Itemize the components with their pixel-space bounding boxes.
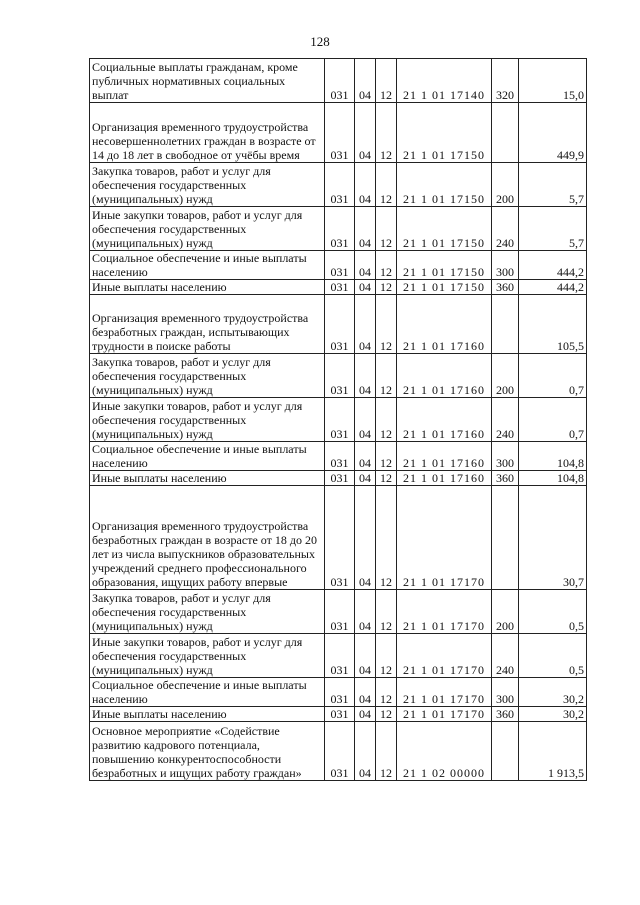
expense-type-code: 240 [492, 207, 519, 251]
table-row [90, 722, 587, 781]
subsection-code: 12 [376, 471, 397, 486]
amount-value: 5,7 [519, 163, 587, 207]
ministry-code: 031 [325, 471, 355, 486]
amount-value: 30,7 [519, 486, 587, 590]
table-row [90, 442, 587, 471]
table-row [90, 163, 587, 207]
row-name: Социальные выплаты гражданам, кроме публичных нормативных социальных выплат [90, 59, 325, 103]
ministry-code: 031 [325, 634, 355, 678]
expense-type-code: 320 [492, 59, 519, 103]
section-code: 04 [355, 163, 376, 207]
table-row [90, 251, 587, 280]
amount-value: 0,5 [519, 634, 587, 678]
table-row [90, 590, 587, 634]
row-name: Социальное обеспечение и иные выплаты населению [90, 678, 325, 707]
target-article-code: 21 1 01 17170 [397, 486, 492, 590]
target-article-code: 21 1 01 17160 [397, 354, 492, 398]
target-article-code: 21 1 01 17160 [397, 471, 492, 486]
table-row [90, 280, 587, 295]
subsection-code: 12 [376, 251, 397, 280]
amount-value: 444,2 [519, 280, 587, 295]
budget-table [89, 58, 587, 781]
section-code: 04 [355, 486, 376, 590]
ministry-code: 031 [325, 354, 355, 398]
target-article-code: 21 1 01 17150 [397, 207, 492, 251]
section-code: 04 [355, 280, 376, 295]
subsection-code: 12 [376, 103, 397, 163]
target-article-code: 21 1 01 17140 [397, 59, 492, 103]
section-code: 04 [355, 590, 376, 634]
row-name: Основное мероприятие «Содействие развитию кадрового потенциала, повышению конкурентоспособности безработных и ищущих работу граждан» [90, 722, 325, 781]
ministry-code: 031 [325, 207, 355, 251]
target-article-code: 21 1 01 17160 [397, 295, 492, 354]
target-article-code: 21 1 01 17150 [397, 163, 492, 207]
ministry-code: 031 [325, 163, 355, 207]
section-code: 04 [355, 207, 376, 251]
expense-type-code [492, 722, 519, 781]
ministry-code: 031 [325, 295, 355, 354]
subsection-code: 12 [376, 442, 397, 471]
table-row [90, 103, 587, 163]
table-body [90, 59, 587, 781]
page-number: 128 [310, 34, 330, 49]
amount-value: 5,7 [519, 207, 587, 251]
target-article-code: 21 1 01 17170 [397, 707, 492, 722]
expense-type-code: 300 [492, 442, 519, 471]
section-code: 04 [355, 442, 376, 471]
amount-value: 449,9 [519, 103, 587, 163]
ministry-code: 031 [325, 59, 355, 103]
amount-value: 30,2 [519, 678, 587, 707]
ministry-code: 031 [325, 398, 355, 442]
ministry-code: 031 [325, 707, 355, 722]
subsection-code: 12 [376, 707, 397, 722]
row-name: Организация временного трудоустройства несовершеннолетних граждан в возрасте от 14 до 18 лет в свободное от учёбы время [90, 103, 325, 163]
subsection-code: 12 [376, 295, 397, 354]
subsection-code: 12 [376, 207, 397, 251]
row-name: Организация временного трудоустройства безработных граждан в возрасте от 18 до 20 лет из числа выпускников образовательных учреждений среднего профессионального образования, ищущих работу впервые [90, 486, 325, 590]
target-article-code: 21 1 01 17150 [397, 280, 492, 295]
section-code: 04 [355, 354, 376, 398]
target-article-code: 21 1 01 17150 [397, 251, 492, 280]
subsection-code: 12 [376, 59, 397, 103]
amount-value: 105,5 [519, 295, 587, 354]
amount-value: 1 913,5 [519, 722, 587, 781]
row-name: Социальное обеспечение и иные выплаты населению [90, 251, 325, 280]
row-name: Организация временного трудоустройства безработных граждан, испытывающих трудности в поиске работы [90, 295, 325, 354]
amount-value: 104,8 [519, 471, 587, 486]
ministry-code: 031 [325, 103, 355, 163]
table-row [90, 471, 587, 486]
row-name: Закупка товаров, работ и услуг для обеспечения государственных (муниципальных) нужд [90, 354, 325, 398]
amount-value: 444,2 [519, 251, 587, 280]
subsection-code: 12 [376, 163, 397, 207]
ministry-code: 031 [325, 251, 355, 280]
table-row [90, 678, 587, 707]
subsection-code: 12 [376, 398, 397, 442]
table-row [90, 486, 587, 590]
row-name: Иные выплаты населению [90, 707, 325, 722]
section-code: 04 [355, 722, 376, 781]
subsection-code: 12 [376, 678, 397, 707]
subsection-code: 12 [376, 354, 397, 398]
row-name: Иные выплаты населению [90, 280, 325, 295]
table-row [90, 207, 587, 251]
expense-type-code: 240 [492, 634, 519, 678]
section-code: 04 [355, 398, 376, 442]
table-row [90, 59, 587, 103]
expense-type-code [492, 103, 519, 163]
section-code: 04 [355, 707, 376, 722]
expense-type-code: 200 [492, 163, 519, 207]
target-article-code: 21 1 01 17170 [397, 634, 492, 678]
section-code: 04 [355, 251, 376, 280]
target-article-code: 21 1 01 17160 [397, 398, 492, 442]
expense-type-code [492, 486, 519, 590]
target-article-code: 21 1 01 17170 [397, 678, 492, 707]
table-row [90, 354, 587, 398]
ministry-code: 031 [325, 678, 355, 707]
expense-type-code: 200 [492, 590, 519, 634]
amount-value: 0,7 [519, 354, 587, 398]
ministry-code: 031 [325, 486, 355, 590]
section-code: 04 [355, 678, 376, 707]
ministry-code: 031 [325, 722, 355, 781]
table-row [90, 398, 587, 442]
row-name: Иные закупки товаров, работ и услуг для обеспечения государственных (муниципальных) нужд [90, 207, 325, 251]
table-row [90, 295, 587, 354]
section-code: 04 [355, 59, 376, 103]
target-article-code: 21 1 01 17160 [397, 442, 492, 471]
row-name: Закупка товаров, работ и услуг для обеспечения государственных (муниципальных) нужд [90, 590, 325, 634]
row-name: Социальное обеспечение и иные выплаты населению [90, 442, 325, 471]
target-article-code: 21 1 01 17170 [397, 590, 492, 634]
subsection-code: 12 [376, 590, 397, 634]
target-article-code: 21 1 02 00000 [397, 722, 492, 781]
subsection-code: 12 [376, 486, 397, 590]
row-name: Иные закупки товаров, работ и услуг для обеспечения государственных (муниципальных) нужд [90, 634, 325, 678]
section-code: 04 [355, 103, 376, 163]
row-name: Иные выплаты населению [90, 471, 325, 486]
amount-value: 104,8 [519, 442, 587, 471]
expense-type-code: 360 [492, 280, 519, 295]
amount-value: 30,2 [519, 707, 587, 722]
expense-type-code: 360 [492, 707, 519, 722]
expense-type-code [492, 295, 519, 354]
expense-type-code: 240 [492, 398, 519, 442]
expense-type-code: 200 [492, 354, 519, 398]
amount-value: 0,7 [519, 398, 587, 442]
section-code: 04 [355, 295, 376, 354]
expense-type-code: 360 [492, 471, 519, 486]
subsection-code: 12 [376, 634, 397, 678]
section-code: 04 [355, 471, 376, 486]
expense-type-code: 300 [492, 251, 519, 280]
ministry-code: 031 [325, 442, 355, 471]
expense-type-code: 300 [492, 678, 519, 707]
row-name: Иные закупки товаров, работ и услуг для обеспечения государственных (муниципальных) нужд [90, 398, 325, 442]
subsection-code: 12 [376, 722, 397, 781]
ministry-code: 031 [325, 280, 355, 295]
ministry-code: 031 [325, 590, 355, 634]
section-code: 04 [355, 634, 376, 678]
amount-value: 0,5 [519, 590, 587, 634]
table-row [90, 707, 587, 722]
amount-value: 15,0 [519, 59, 587, 103]
subsection-code: 12 [376, 280, 397, 295]
target-article-code: 21 1 01 17150 [397, 103, 492, 163]
row-name: Закупка товаров, работ и услуг для обеспечения государственных (муниципальных) нужд [90, 163, 325, 207]
table-row [90, 634, 587, 678]
